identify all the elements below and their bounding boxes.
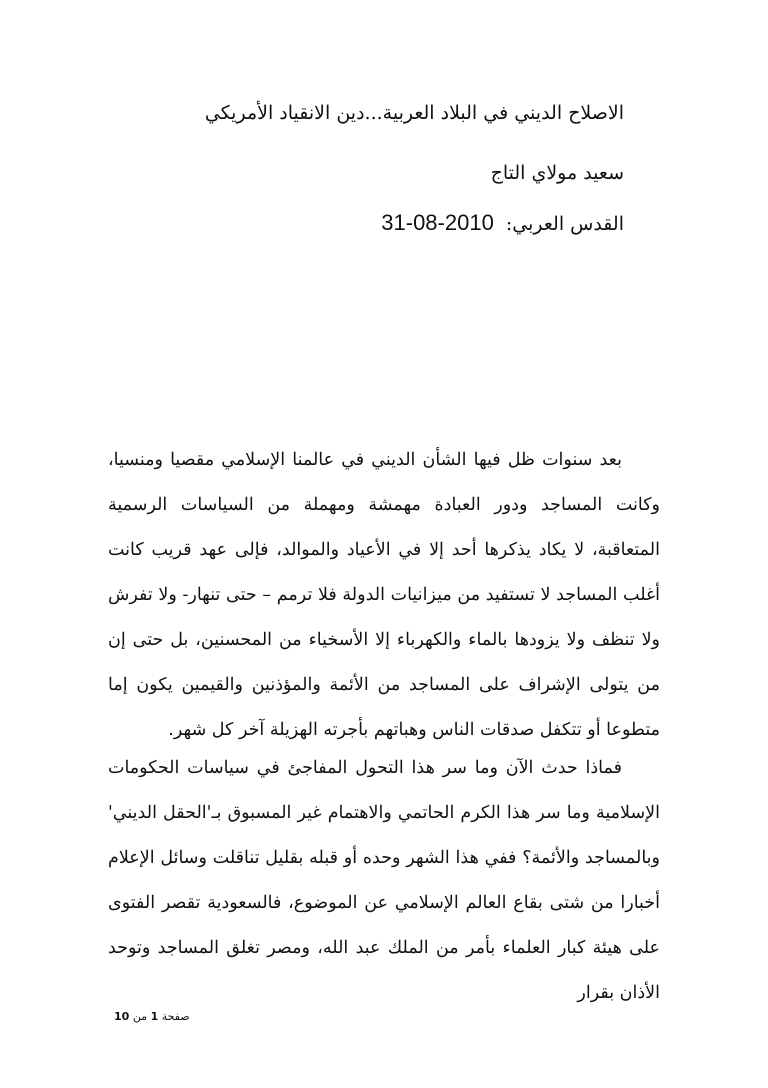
source-label: القدس العربي: xyxy=(505,213,624,235)
article-author: سعيد مولاي التاج xyxy=(490,162,624,184)
article-body-part-2 xyxy=(108,746,660,1016)
current-page-number: 1 xyxy=(150,1010,159,1023)
total-pages-number: 10 xyxy=(114,1010,130,1023)
article-body-part-1 xyxy=(108,438,660,753)
paragraph: بعد سنوات ظل فيها الشأن الديني في عالمنا الإسلامي مقصيا ومنسيا، وكانت المساجد ودور العبادة مهمشة ومهملة من السياسات الرسمية المتعاقبة، لا يكاد يذكرها أحد إلا في الأعياد والموالد، فإلى عهد قريب كانت أغلب المساجد لا تستفيد من ميزانيات الدولة فلا ترمم – حتى تنهار- ولا تفرش ولا تنظف ولا يزودها بالماء والكهرباء إلا الأسخياء من المحسنين، بل حتى إن من يتولى الإشراف على المساجد من الأئمة والمؤذنين والقيمين يكون إما متطوعا أو تتكفل صدقات الناس وهباتهم بأجرته الهزيلة آخر كل شهر. xyxy=(108,450,660,740)
article-source xyxy=(381,210,624,237)
publication-date: 31-08-2010 xyxy=(381,210,494,235)
page-word: صفحة xyxy=(161,1010,190,1023)
article-title: الاصلاح الديني في البلاد العربية...دين الانقياد الأمريكي xyxy=(204,102,624,124)
page-number-footer xyxy=(114,1010,190,1023)
paragraph: فماذا حدث الآن وما سر هذا التحول المفاجئ في سياسات الحكومات الإسلامية وما سر هذا الكرم الحاتمي والاهتمام غير المسبوق بـ'الحقل الديني' وبالمساجد والأئمة؟ ففي هذا الشهر وحده أو قبله بقليل تناقلت وسائل الإعلام أخبارا من شتى بقاع العالم الإسلامي عن الموضوع، فالسعودية تقصر الفتوى على هيئة كبار العلماء بأمر من الملك عبد الله، ومصر تغلق المساجد وتوحد الأذان بقرار xyxy=(108,758,660,1003)
of-word: من xyxy=(132,1010,148,1023)
